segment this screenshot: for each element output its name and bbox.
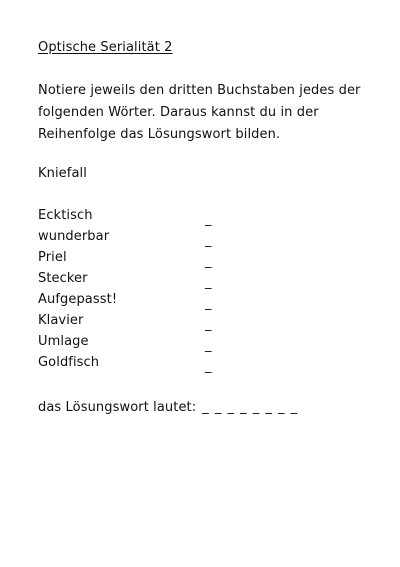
solution-line [38, 400, 298, 415]
word-row [38, 355, 238, 376]
example-word: Kniefall [38, 166, 87, 181]
answer-blank: _ [205, 338, 212, 353]
answer-blank: _ [205, 275, 212, 290]
answer-blank: _ [205, 254, 212, 269]
word-row [38, 271, 238, 292]
word-row [38, 229, 238, 250]
answer-blank: _ [205, 317, 212, 332]
word-label: Stecker [38, 271, 88, 286]
instructions-text: Notiere jeweils den dritten Buchstaben jedes der folgenden Wörter. Daraus kannst du in der Reihenfolge das Lösungswort bilden. [38, 83, 361, 142]
word-row [38, 334, 238, 355]
answer-blank: _ [205, 233, 212, 248]
word-list [38, 208, 238, 376]
word-label: Aufgepasst! [38, 292, 118, 307]
solution-label: das Lösungswort lautet: [38, 400, 197, 415]
word-row [38, 250, 238, 271]
answer-blank: _ [205, 296, 212, 311]
word-label: Umlage [38, 334, 89, 349]
word-label: Ecktisch [38, 208, 93, 223]
solution-blanks: _ _ _ _ _ _ _ _ [202, 400, 299, 415]
word-row [38, 292, 238, 313]
word-label: Priel [38, 250, 67, 265]
word-label: Klavier [38, 313, 84, 328]
word-row [38, 313, 238, 334]
answer-blank: _ [205, 212, 212, 227]
word-row [38, 208, 238, 229]
word-label: Goldfisch [38, 355, 100, 370]
word-label: wunderbar [38, 229, 110, 244]
answer-blank: _ [205, 359, 212, 374]
page-title: Optische Serialität 2 [38, 40, 173, 55]
